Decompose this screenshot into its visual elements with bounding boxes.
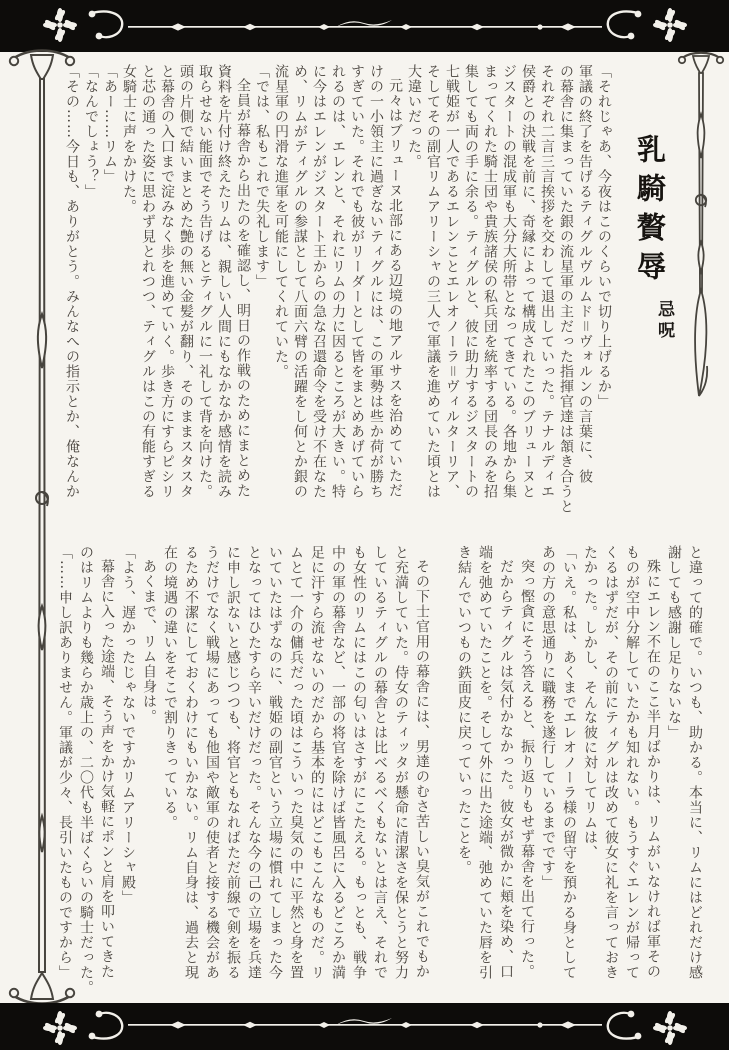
- text-column: その下士官用の幕舎には、男達のむさ苦しい臭気がこれでもか: [414, 559, 430, 979]
- page-title: 乳騎贅辱: [633, 134, 667, 290]
- text-column: 謝しても感謝し足りないな」: [666, 545, 682, 740]
- text-column: 全員が幕舎から出たのを確認し、明日の作戦のためにまとめた: [235, 78, 251, 498]
- text-column: あの方の意思通りに職務を遂行しているまでです」: [540, 545, 556, 890]
- text-column: と充満していた。侍女のティッタが懸命に清潔さを保とうと努力: [393, 545, 409, 980]
- text-column: 頭の片側で結いまとめた艶の無い金髪が翻り、そのままスタスタ: [178, 64, 194, 499]
- text-column: 殊にエレン不在のここ半月ばかりは、リムがいなければ軍その: [645, 559, 661, 979]
- text-column: それぞれ二言三言挨拶を交わして退出していった。テナルディエ: [539, 64, 555, 499]
- text-column: 元々はブリューヌ北部にある辺境の地アルサスを治めていただ: [387, 78, 403, 498]
- text-column: だからティグルは気付かなかった。彼女が微かに頬を染め、口: [498, 559, 514, 979]
- text-column: 幕舎に入った途端、そう声をかけ気軽にポンと肩を叩いてきた: [99, 559, 115, 979]
- text-column: ムとて一介の傭兵だった頃はこういった臭気の中に平然と身を置: [288, 545, 304, 980]
- text-column: 「なんでしょう？」: [83, 64, 99, 199]
- bottom-band-decoration: [0, 1003, 729, 1050]
- text-column: 「……申し訳ありません。軍議が少々、長引いたものですから」: [57, 545, 73, 980]
- scene-break-column: [432, 545, 453, 1005]
- text-column: に申し訳ないと感じつつも、将官ともなればただ前線で剣を振る: [225, 545, 241, 980]
- bottom-ornament-band: [0, 1003, 729, 1050]
- text-column: そしてその副官リムアリーシャの三人で軍議を進めていた頃とは: [425, 64, 441, 499]
- text-column: れるのは、エレンと、それにリムの力に因るところが大きい。特: [330, 64, 346, 499]
- text-column: 「では、私もこれで失礼します」: [254, 64, 270, 289]
- text-column: 中の軍の幕舎など、一部の将官を除けば皆風呂に入るどころか満: [330, 545, 346, 980]
- top-text-block: [62, 64, 613, 519]
- text-column: るため不潔にしておくわけにもいかない。リム自身は、過去と現: [183, 545, 199, 980]
- text-column: 取らせない能面でそう告げるとティグルに一礼して背を向けた。: [197, 64, 213, 499]
- top-band-decoration: [0, 0, 729, 52]
- text-column: 「あー……リム」: [102, 64, 118, 184]
- text-column: しているティグルの幕舎とは比べるべくもないとは言え、それで: [372, 545, 388, 980]
- text-column: 「いえ。私は、あくまでエレオノーラ様の留守を預かる身として: [561, 545, 577, 980]
- text-column: 端を弛めていたことを。そして外に出た途端、弛めていた唇を引: [477, 545, 493, 980]
- text-column: たかった。しかし、そんな彼に対してリムは、: [582, 545, 598, 860]
- text-column: 資料を片付け終えたリムは、親しい人間にもなかなか感情を読み: [216, 64, 232, 499]
- text-column: 侯爵との決戦を前に、奇縁によって構成されたこのブリューヌと: [520, 64, 536, 499]
- text-column: 「その……今日も、ありがとう。みんなへの指示とか、俺なんか: [64, 64, 80, 499]
- text-column: となってはひたすら辛いだけだった。そんな今の己の立場を兵達: [246, 545, 262, 980]
- text-column: の幕舎に集まっていた銀の流星軍の主だった指揮官達は頷き合うと: [558, 64, 574, 514]
- text-column: のはリムよりも幾らか歳上の、二〇代も半ばくらいの騎士だった。: [78, 545, 94, 995]
- text-column: と違って的確で。いつも、助かる。本当に、リムにはどれだけ感: [687, 545, 703, 980]
- text-column: ジスタートの混成軍も大分大所帯となってきている。各地から集: [501, 64, 517, 499]
- text-column: けの一小領主に過ぎないティグルには、この軍勢は些か荷が勝ち: [368, 64, 384, 499]
- text-column: 足に汗すら流せないのだから基本的にはどこもこんなものだ。リ: [309, 545, 325, 980]
- text-column: まってくれた騎士団や貴族諸侯の私兵団を統率する団長のみを招: [482, 64, 498, 499]
- text-column: 大違いだった。: [406, 64, 422, 169]
- text-column: あくまで、リム自身は。: [141, 559, 157, 724]
- author-name: 忌呪: [654, 300, 674, 342]
- bottom-text-block: [54, 545, 705, 1005]
- text-column: め、リムがティグルの参謀として八面六臂の活躍をし何とか銀の: [292, 64, 308, 499]
- right-staff-ornament-icon: [676, 50, 726, 402]
- text-column: 「よう、遅かったじゃないですかリムアリーシャ殿」: [120, 545, 136, 905]
- top-ornament-band: [0, 0, 729, 52]
- text-column: も女性のリムにはこの匂いはさすがにこたえる。もっとも、戦争: [351, 545, 367, 980]
- text-column: いていたはずなのに、戦姫の副官という立場に慣れてしまった今: [267, 545, 283, 980]
- text-column: 軍議の終了を告げるティグルヴルムド＝ヴォルンの言葉に、彼: [577, 64, 593, 484]
- text-column: 女騎士に声をかけた。: [121, 64, 137, 214]
- text-column: すぎていた。それでも彼がリーダーとして皆をまとめあげていら: [349, 64, 365, 499]
- text-column: に今はエレンがジスタート王からの急な召還命令を受け不在なた: [311, 64, 327, 499]
- text-column: 「それじゃあ、今夜はこのくらいで切り上げるか」: [596, 64, 612, 409]
- text-column: うだけでなく戦場にあっても他国や敵軍の使者と接する機会があ: [204, 545, 220, 980]
- text-column: き結んでいつもの鉄面皮に戻っていったことを。: [456, 545, 472, 875]
- text-column: くるはずだが、その前にティグルは改めて彼女に礼を言っておき: [603, 545, 619, 980]
- text-column: と幕舎の入口まで淀みなく歩を進めていく。歩き方にすらピシリ: [159, 64, 175, 499]
- text-column: と芯の通った姿に思わず見とれつつ、ティグルはこの有能すぎる: [140, 64, 156, 499]
- text-column: ものが空中分解していたかも知れない。もうすぐエレンが帰って: [624, 545, 640, 980]
- text-column: 突っ慳貪にそう答えると、振り返りもせず幕舎を出て行った。: [519, 559, 535, 979]
- text-column: 七戦姫が一人であるエレンことエレオノーラ＝ヴィルターリア、: [444, 64, 460, 499]
- text-column: 集しても両の手に余る。ティグルと、彼に助力するジスタートの: [463, 64, 479, 499]
- text-column: 流星軍の円滑な進軍を可能にしてくれていた。: [273, 64, 289, 379]
- text-column: 在の境遇の違いをそこで割りきっている。: [162, 545, 178, 830]
